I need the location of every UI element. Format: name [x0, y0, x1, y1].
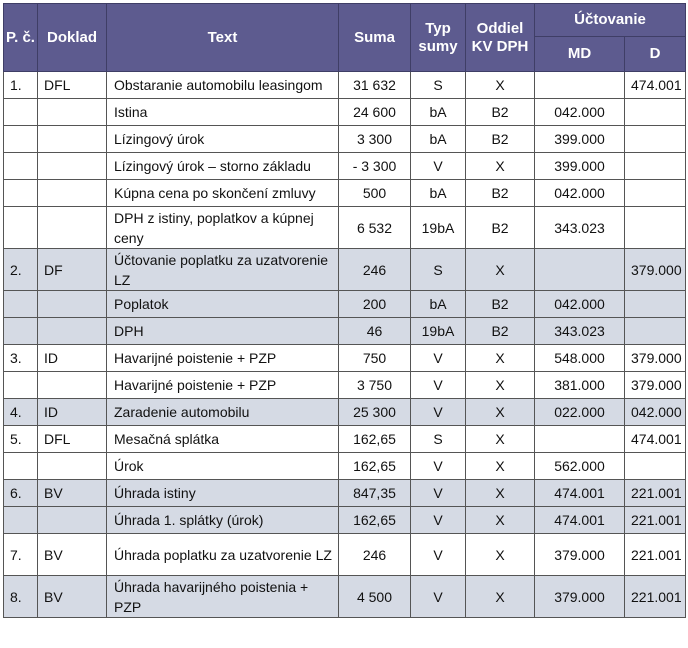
table-row	[4, 99, 686, 126]
cell-md: 343.023	[535, 207, 625, 249]
cell-pc	[4, 372, 38, 399]
table-body	[4, 72, 686, 618]
cell-oddiel: B2	[466, 318, 535, 345]
table-row	[4, 576, 686, 618]
cell-suma: 4 500	[339, 576, 411, 618]
cell-text: Úhrada istiny	[107, 480, 339, 507]
cell-suma: 847,35	[339, 480, 411, 507]
cell-md: 381.000	[535, 372, 625, 399]
table-row	[4, 534, 686, 576]
cell-typ-sumy: S	[411, 249, 466, 291]
cell-pc	[4, 507, 38, 534]
cell-oddiel: X	[466, 576, 535, 618]
cell-doklad: DFL	[38, 426, 107, 453]
cell-text: Úhrada 1. splátky (úrok)	[107, 507, 339, 534]
cell-text: DPH z istiny, poplatkov a kúpnej ceny	[107, 207, 339, 249]
cell-typ-sumy: 19bA	[411, 318, 466, 345]
cell-doklad: ID	[38, 345, 107, 372]
cell-md: 399.000	[535, 126, 625, 153]
cell-oddiel: X	[466, 399, 535, 426]
cell-oddiel: X	[466, 345, 535, 372]
cell-d: 379.000	[625, 249, 686, 291]
cell-md: 474.001	[535, 507, 625, 534]
cell-typ-sumy: V	[411, 372, 466, 399]
table-header	[4, 4, 686, 72]
cell-md: 042.000	[535, 291, 625, 318]
header-typ-sumy: Typ sumy	[411, 4, 466, 72]
cell-md	[535, 72, 625, 99]
cell-d	[625, 207, 686, 249]
cell-d	[625, 99, 686, 126]
cell-md: 379.000	[535, 534, 625, 576]
cell-text: Úhrada poplatku za uzatvorenie LZ	[107, 534, 339, 576]
cell-pc: 8.	[4, 576, 38, 618]
cell-md: 474.001	[535, 480, 625, 507]
table-row	[4, 291, 686, 318]
table-row	[4, 153, 686, 180]
cell-md: 379.000	[535, 576, 625, 618]
cell-doklad	[38, 372, 107, 399]
cell-suma: 500	[339, 180, 411, 207]
cell-suma: 162,65	[339, 426, 411, 453]
cell-d: 221.001	[625, 480, 686, 507]
cell-doklad: BV	[38, 576, 107, 618]
cell-suma: 25 300	[339, 399, 411, 426]
cell-suma: 46	[339, 318, 411, 345]
cell-suma: 3 300	[339, 126, 411, 153]
cell-typ-sumy: V	[411, 507, 466, 534]
cell-suma: 162,65	[339, 453, 411, 480]
cell-text: Kúpna cena po skončení zmluvy	[107, 180, 339, 207]
cell-md	[535, 426, 625, 453]
cell-oddiel: X	[466, 72, 535, 99]
cell-d: 379.000	[625, 345, 686, 372]
cell-doklad: DFL	[38, 72, 107, 99]
cell-d: 221.001	[625, 507, 686, 534]
cell-oddiel: X	[466, 249, 535, 291]
cell-text: Poplatok	[107, 291, 339, 318]
cell-oddiel: X	[466, 480, 535, 507]
table-row	[4, 72, 686, 99]
cell-d	[625, 291, 686, 318]
cell-oddiel: X	[466, 372, 535, 399]
cell-doklad	[38, 291, 107, 318]
cell-typ-sumy: V	[411, 399, 466, 426]
cell-text: Lízingový úrok – storno základu	[107, 153, 339, 180]
cell-d: 221.001	[625, 576, 686, 618]
cell-doklad	[38, 153, 107, 180]
cell-doklad	[38, 207, 107, 249]
table-row	[4, 372, 686, 399]
cell-pc: 4.	[4, 399, 38, 426]
cell-typ-sumy: S	[411, 72, 466, 99]
table-row	[4, 480, 686, 507]
table-row	[4, 207, 686, 249]
header-suma: Suma	[339, 4, 411, 72]
table-row	[4, 399, 686, 426]
cell-suma: - 3 300	[339, 153, 411, 180]
cell-d: 221.001	[625, 534, 686, 576]
table-row	[4, 426, 686, 453]
cell-suma: 6 532	[339, 207, 411, 249]
cell-text: Lízingový úrok	[107, 126, 339, 153]
cell-suma: 246	[339, 249, 411, 291]
cell-suma: 24 600	[339, 99, 411, 126]
cell-pc	[4, 153, 38, 180]
cell-pc	[4, 180, 38, 207]
cell-md: 042.000	[535, 180, 625, 207]
cell-typ-sumy: bA	[411, 291, 466, 318]
cell-typ-sumy: V	[411, 534, 466, 576]
cell-suma: 750	[339, 345, 411, 372]
cell-oddiel: X	[466, 507, 535, 534]
cell-d	[625, 153, 686, 180]
cell-pc: 5.	[4, 426, 38, 453]
table-container	[3, 3, 686, 618]
cell-text: Havarijné poistenie + PZP	[107, 372, 339, 399]
table-row	[4, 249, 686, 291]
cell-typ-sumy: V	[411, 345, 466, 372]
cell-d: 474.001	[625, 426, 686, 453]
cell-text: Účtovanie poplatku za uzatvorenie LZ	[107, 249, 339, 291]
cell-pc	[4, 291, 38, 318]
cell-pc	[4, 207, 38, 249]
cell-pc: 7.	[4, 534, 38, 576]
cell-typ-sumy: bA	[411, 126, 466, 153]
cell-suma: 162,65	[339, 507, 411, 534]
cell-d	[625, 453, 686, 480]
cell-text: Havarijné poistenie + PZP	[107, 345, 339, 372]
cell-md: 399.000	[535, 153, 625, 180]
cell-oddiel: B2	[466, 291, 535, 318]
cell-pc	[4, 318, 38, 345]
cell-text: Obstaranie automobilu leasingom	[107, 72, 339, 99]
cell-typ-sumy: bA	[411, 180, 466, 207]
cell-typ-sumy: S	[411, 426, 466, 453]
table-row	[4, 507, 686, 534]
table-row	[4, 126, 686, 153]
cell-pc: 6.	[4, 480, 38, 507]
cell-text: Mesačná splátka	[107, 426, 339, 453]
cell-md: 343.023	[535, 318, 625, 345]
cell-md: 562.000	[535, 453, 625, 480]
cell-doklad	[38, 318, 107, 345]
cell-oddiel: B2	[466, 99, 535, 126]
cell-d: 474.001	[625, 72, 686, 99]
cell-md	[535, 249, 625, 291]
cell-md: 042.000	[535, 99, 625, 126]
cell-oddiel: X	[466, 426, 535, 453]
cell-d	[625, 180, 686, 207]
header-oddiel-kv-dph: Oddiel KV DPH	[466, 4, 535, 72]
cell-doklad: BV	[38, 480, 107, 507]
cell-pc	[4, 126, 38, 153]
cell-oddiel: X	[466, 153, 535, 180]
cell-md: 022.000	[535, 399, 625, 426]
cell-suma: 31 632	[339, 72, 411, 99]
header-text: Text	[107, 4, 339, 72]
cell-pc	[4, 99, 38, 126]
cell-oddiel: B2	[466, 126, 535, 153]
table-row	[4, 318, 686, 345]
cell-text: Istina	[107, 99, 339, 126]
cell-suma: 3 750	[339, 372, 411, 399]
header-pc: P. č.	[4, 4, 38, 72]
table-row	[4, 345, 686, 372]
cell-text: DPH	[107, 318, 339, 345]
cell-doklad: DF	[38, 249, 107, 291]
cell-doklad	[38, 99, 107, 126]
cell-doklad: ID	[38, 399, 107, 426]
cell-doklad: BV	[38, 534, 107, 576]
cell-text: Úrok	[107, 453, 339, 480]
cell-oddiel: X	[466, 453, 535, 480]
cell-doklad	[38, 507, 107, 534]
cell-suma: 246	[339, 534, 411, 576]
cell-pc: 2.	[4, 249, 38, 291]
cell-typ-sumy: V	[411, 576, 466, 618]
header-uctovanie: Účtovanie	[535, 4, 686, 37]
cell-pc: 3.	[4, 345, 38, 372]
cell-text: Úhrada havarijného poistenia + PZP	[107, 576, 339, 618]
header-d: D	[625, 37, 686, 72]
table-row	[4, 453, 686, 480]
cell-text: Zaradenie automobilu	[107, 399, 339, 426]
cell-d	[625, 318, 686, 345]
cell-d: 379.000	[625, 372, 686, 399]
cell-pc	[4, 453, 38, 480]
cell-typ-sumy: 19bA	[411, 207, 466, 249]
cell-oddiel: X	[466, 534, 535, 576]
table-row	[4, 180, 686, 207]
cell-typ-sumy: V	[411, 153, 466, 180]
cell-oddiel: B2	[466, 207, 535, 249]
cell-oddiel: B2	[466, 180, 535, 207]
cell-d: 042.000	[625, 399, 686, 426]
accounting-table	[3, 3, 686, 618]
cell-md: 548.000	[535, 345, 625, 372]
header-doklad: Doklad	[38, 4, 107, 72]
cell-doklad	[38, 126, 107, 153]
header-md: MD	[535, 37, 625, 72]
cell-typ-sumy: V	[411, 480, 466, 507]
cell-doklad	[38, 180, 107, 207]
cell-suma: 200	[339, 291, 411, 318]
cell-doklad	[38, 453, 107, 480]
cell-typ-sumy: bA	[411, 99, 466, 126]
cell-typ-sumy: V	[411, 453, 466, 480]
cell-d	[625, 126, 686, 153]
cell-pc: 1.	[4, 72, 38, 99]
